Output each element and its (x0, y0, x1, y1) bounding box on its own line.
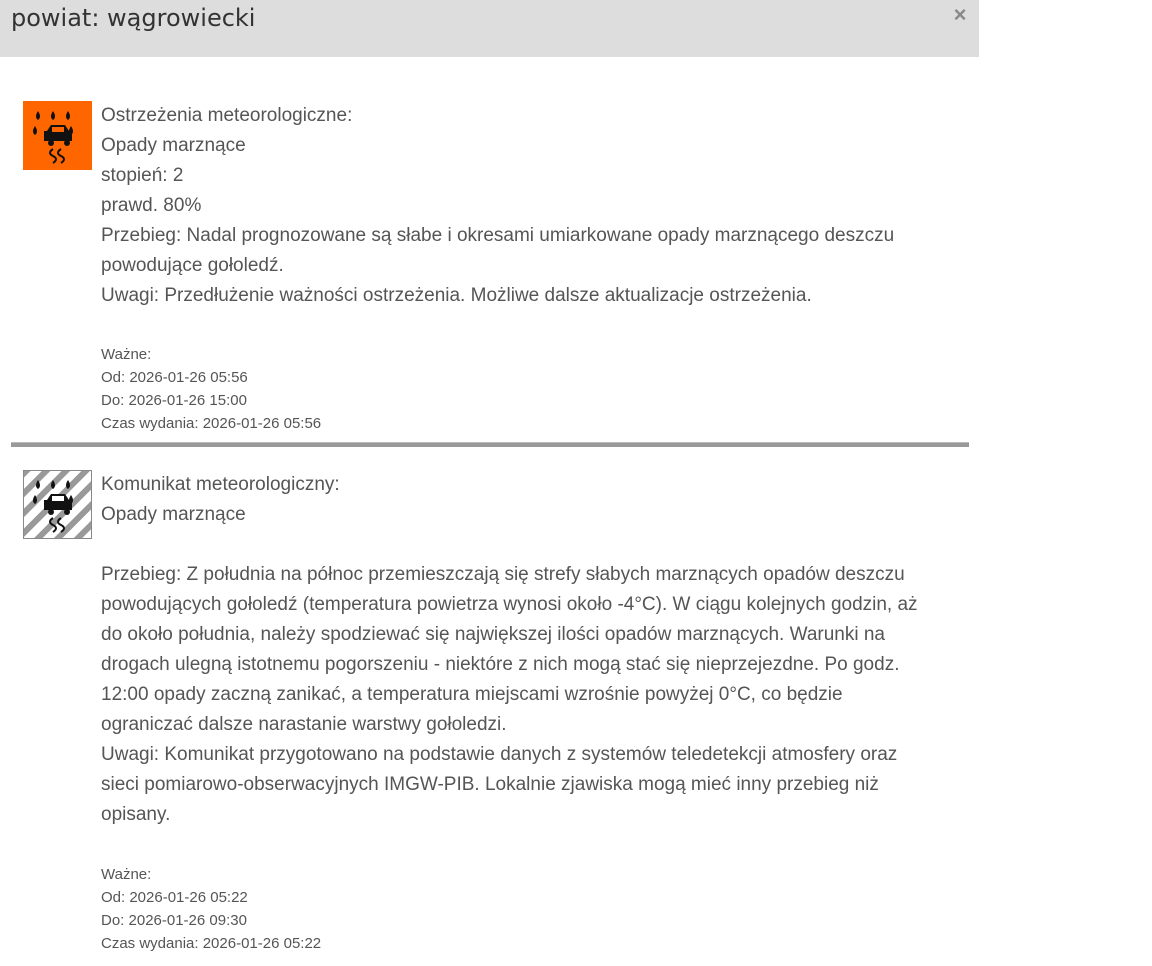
validity-block (101, 343, 501, 435)
valid-label: Ważne: (101, 866, 152, 883)
warning-course-line: do około południa, należy spodziewać się największej ilości opadów marznących. Warunki na (101, 624, 885, 645)
warning-course-line: powodujących gołoledź (temperatura powietrza wynosi około -4°C). W ciągu kolejnych godzin, aż (101, 594, 918, 615)
valid-to: Do: 2026-01-26 15:00 (101, 392, 247, 409)
separator (11, 442, 969, 447)
warning-probability: prawd. 80% (101, 195, 202, 216)
valid-label: Ważne: (101, 346, 152, 363)
warning-course-cont: powodujące gołoledź. (101, 255, 284, 276)
blank-line (101, 530, 971, 560)
warning-course-line: drogach ulegną istotnemu pogorszeniu - niektóre z nich mogą stać się nieprzejezdne. Po godz. (101, 654, 900, 675)
warning-level: stopień: 2 (101, 165, 184, 186)
close-button[interactable]: × (953, 2, 967, 27)
warning-course-line: Przebieg: Z południa na północ przemieszczają się strefy słabych marznących opadów deszczu (101, 564, 905, 585)
warning-notes-line: Uwagi: Komunikat przygotowano na podstawie danych z systemów teledetekcji atmosfery oraz (101, 744, 898, 765)
warning-course-line: 12:00 opady zaczną zanikać, a temperatura miejscami wzrośnie powyżej 0°C, co będzie (101, 684, 843, 705)
modal-header (0, 0, 979, 57)
warning-type: Ostrzeżenia meteorologiczne: (101, 105, 353, 126)
warning-details (101, 470, 971, 830)
valid-to: Do: 2026-01-26 09:30 (101, 912, 247, 929)
valid-from: Od: 2026-01-26 05:22 (101, 889, 248, 906)
issued-time: Czas wydania: 2026-01-26 05:56 (101, 415, 322, 432)
warning-phenomenon: Opady marznące (101, 135, 246, 156)
modal-title: powiat: wągrowiecki (11, 4, 256, 32)
valid-from: Od: 2026-01-26 05:56 (101, 369, 248, 386)
issued-time: Czas wydania: 2026-01-26 05:22 (101, 935, 322, 952)
warning-type: Komunikat meteorologiczny: (101, 474, 340, 495)
validity-block (101, 863, 501, 955)
warning-notes: Uwagi: Przedłużenie ważności ostrzeżenia. Możliwe dalsze aktualizacje ostrzeżenia. (101, 285, 812, 306)
freezing-rain-bulletin-icon (23, 470, 92, 539)
warning-notes-line: sieci pomiarowo-obserwacyjnych IMGW-PIB. Lokalnie zjawiska mogą mieć inny przebieg niż (101, 774, 879, 795)
warning-details (101, 101, 971, 311)
freezing-rain-warning-icon (23, 101, 92, 170)
warning-course: Przebieg: Nadal prognozowane są słabe i okresami umiarkowane opady marznącego deszczu (101, 225, 895, 246)
warning-notes-line: opisany. (101, 804, 171, 825)
warning-course-line: ograniczać dalsze narastanie warstwy gołoledzi. (101, 714, 507, 735)
warning-phenomenon: Opady marznące (101, 504, 246, 525)
